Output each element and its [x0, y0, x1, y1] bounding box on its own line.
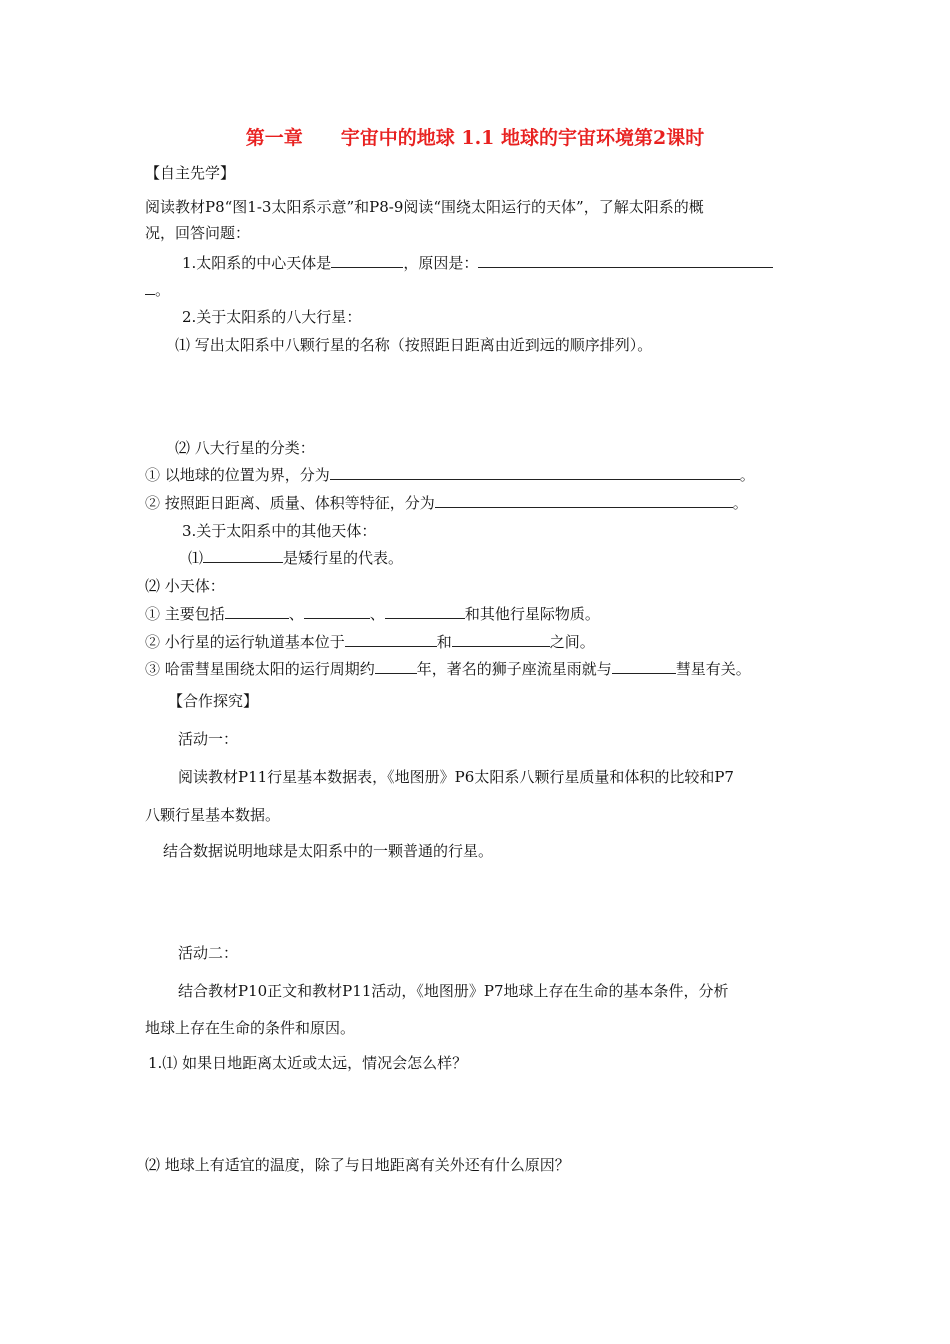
answer-blank-small-body-2[interactable]: [304, 604, 370, 619]
question-2-2b-text: ② 按照距日距离、质量、体积等特征，分为: [145, 494, 435, 512]
page-title: 第一章 宇宙中的地球 1.1 地球的宇宙环境第2课时: [245, 127, 705, 149]
question-3-2c-text: ③ 哈雷彗星围绕太阳的运行周期约: [145, 660, 375, 678]
question-1-cont: [145, 280, 170, 300]
question-3-2b: [145, 632, 595, 652]
question-3-2a: [145, 604, 600, 624]
question-1-prefix: 1.太阳系的中心天体是: [182, 254, 332, 272]
intro-line-2: 况，回答问题：: [145, 224, 251, 242]
question-3-2c-mid: 年，著名的狮子座流星雨就与: [416, 660, 612, 678]
question-2-2a-end: 。: [739, 466, 755, 484]
question-3-2: ⑵ 小天体：: [145, 577, 225, 595]
question-3-1: [188, 548, 403, 568]
activity-2-question-1: 1.⑴ 如果日地距离太近或太远，情况会怎么样？: [148, 1054, 468, 1072]
activity-1-line-2: 八颗行星基本数据。: [145, 806, 281, 824]
question-2-2a-text: ① 以地球的位置为界，分为: [145, 466, 330, 484]
question-2-2: ⑵ 八大行星的分类：: [175, 439, 315, 457]
activity-2-question-2: ⑵ 地球上有适宜的温度，除了与日地距离有关外还有什么原因？: [145, 1156, 570, 1174]
question-2-2b-end: 。: [732, 494, 748, 512]
answer-blank-small-body-3[interactable]: [385, 604, 465, 619]
intro-line-1: 阅读教材P8“图1-3太阳系示意”和P8-9阅读“围绕太阳运行的天体”，了解太阳系的概: [145, 198, 704, 216]
answer-blank-planet-division[interactable]: [330, 465, 740, 480]
question-3-2c: [145, 659, 751, 679]
question-3-2b-mid: 和: [436, 633, 452, 651]
answer-blank-comet[interactable]: [612, 659, 676, 674]
question-3-2a-text: ① 主要包括: [145, 605, 225, 623]
question-3-1-end: 是矮行星的代表。: [283, 549, 404, 567]
question-2-2b: [145, 493, 748, 513]
answer-blank-period[interactable]: [375, 659, 417, 674]
answer-blank-small-body-1[interactable]: [225, 604, 289, 619]
question-2-1: ⑴ 写出太阳系中八颗行星的名称（按照距日距离由近到远的顺序排列）。: [175, 336, 653, 354]
activity-1-task: 结合数据说明地球是太阳系中的一颗普通的行星。: [163, 842, 494, 860]
question-3-2b-text: ② 小行星的运行轨道基本位于: [145, 633, 345, 651]
activity-2-line-2: 地球上存在生命的条件和原因。: [145, 1019, 356, 1037]
question-1-end: 。: [155, 281, 171, 299]
question-1: [182, 253, 773, 273]
question-3-1-prefix: ⑴: [188, 549, 204, 567]
answer-blank-dwarf-planet[interactable]: [203, 548, 283, 563]
activity-1-title: 活动一：: [178, 730, 239, 748]
separator-1: 、: [288, 605, 304, 623]
section-header-cooperative: 【合作探究】: [168, 692, 259, 710]
question-3-2c-end: 彗星有关。: [675, 660, 751, 678]
answer-blank-orbit-1[interactable]: [345, 632, 437, 647]
answer-blank-orbit-2[interactable]: [452, 632, 550, 647]
answer-blank-reason-cont[interactable]: [145, 280, 155, 295]
question-3-2a-end: 和其他行星际物质。: [464, 605, 600, 623]
answer-blank-center-body[interactable]: [331, 253, 403, 268]
question-3-title: 3.关于太阳系中的其他天体：: [182, 522, 377, 540]
activity-2-title: 活动二：: [178, 944, 239, 962]
section-header-self-study: 【自主先学】: [145, 164, 236, 182]
separator-2: 、: [369, 605, 385, 623]
question-3-2b-end: 之间。: [549, 633, 595, 651]
question-1-mid: ，原因是：: [403, 254, 479, 272]
question-2-2a: [145, 465, 755, 485]
answer-blank-reason[interactable]: [478, 253, 773, 268]
answer-blank-planet-classes[interactable]: [435, 493, 733, 508]
question-2-title: 2.关于太阳系的八大行星：: [182, 308, 362, 326]
activity-2-line-1: 结合教材P10正文和教材P11活动，《地图册》P7地球上存在生命的基本条件，分析: [178, 982, 729, 1000]
activity-1-line-1: 阅读教材P11行星基本数据表，《地图册》P6太阳系八颗行星质量和体积的比较和P7: [178, 768, 734, 786]
